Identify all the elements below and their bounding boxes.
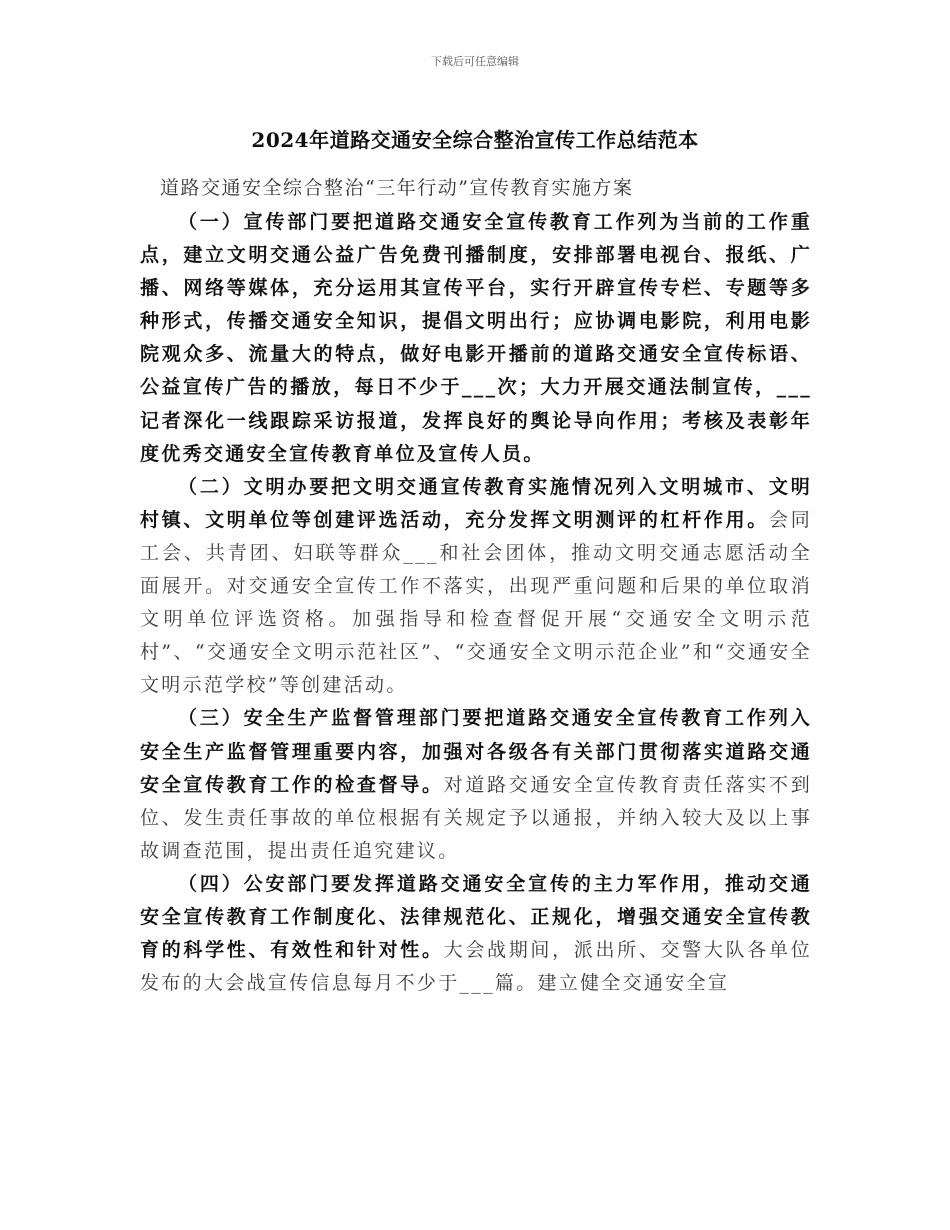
document-subtitle: 道路交通安全综合整治“三年行动”宣传教育实施方案 (160, 177, 634, 199)
paragraph-2-bold: （二）文明办要把文明交通宣传教育实施情况列入文明城市、文明村镇、文明单位等创建评选活动，充分发挥文明测评的杠杆作用。 (140, 475, 812, 531)
paragraph-4-bold: （四）公安部门要发挥道路交通安全宣传的主力军作用，推动交通安全宣传教育工作制度化、法律规范化、正规化，增强交通安全宣传教育的科学性、有效性和针对性。 (140, 872, 812, 962)
paragraph-3 (140, 702, 812, 867)
paragraph-3-normal: 对道路交通安全宣传教育责任落实不到位、发生责任事故的单位根据有关规定予以通报，并纳入较大及以上事故调查范围，提出责任追究建议。 (140, 773, 812, 862)
header-note: 下载后可任意编辑 (431, 55, 519, 68)
document-title: 2024年道路交通安全综合整治宣传工作总结范本 (251, 128, 699, 152)
paragraph-2-normal: 会同工会、共青团、妇联等群众___和社会团体，推动文明交通志愿活动全面展开。对交通安全宣传工作不落实，出现严重问题和后果的单位取消文明单位评选资格。加强指导和检查督促开展“交通安全文明示范村”、“交通安全文明示范社区”、“交通安全文明示范企业”和“交通安全文明示范学校”等创建活动。 (140, 508, 812, 697)
paragraph-1 (140, 206, 812, 471)
paragraph-1-bold: （一）宣传部门要把道路交通安全宣传教育工作列为当前的工作重点，建立文明交通公益广告免费刊播制度，安排部署电视台、报纸、广播、网络等媒体，充分运用其宣传平台，实行开辟宣传专栏、专题等多种形式，传播交通安全知识，提倡文明出行；应协调电影院，利用电影院观众多、流量大的特点，做好电影开播前的道路交通安全宣传标语、公益宣传广告的播放，每日不少于___次；大力开展交通法制宣传，___记者深化一线跟踪采访报道，发挥良好的舆论导向作用；考核及表彰年度优秀交通安全宣传教育单位及宣传人员。 (140, 211, 812, 465)
document-body (140, 206, 812, 1000)
paragraph-3-bold: （三）安全生产监督管理部门要把道路交通安全宣传教育工作列入安全生产监督管理重要内容，加强对各级各有关部门贯彻落实道路交通安全宣传教育工作的检查督导。 (140, 707, 812, 796)
paragraph-4-normal: 大会战期间，派出所、交警大队各单位发布的大会战宣传信息每月不少于___篇。建立健全交通安全宣 (140, 939, 812, 995)
paragraph-4 (140, 868, 812, 1000)
paragraph-2 (140, 471, 812, 703)
